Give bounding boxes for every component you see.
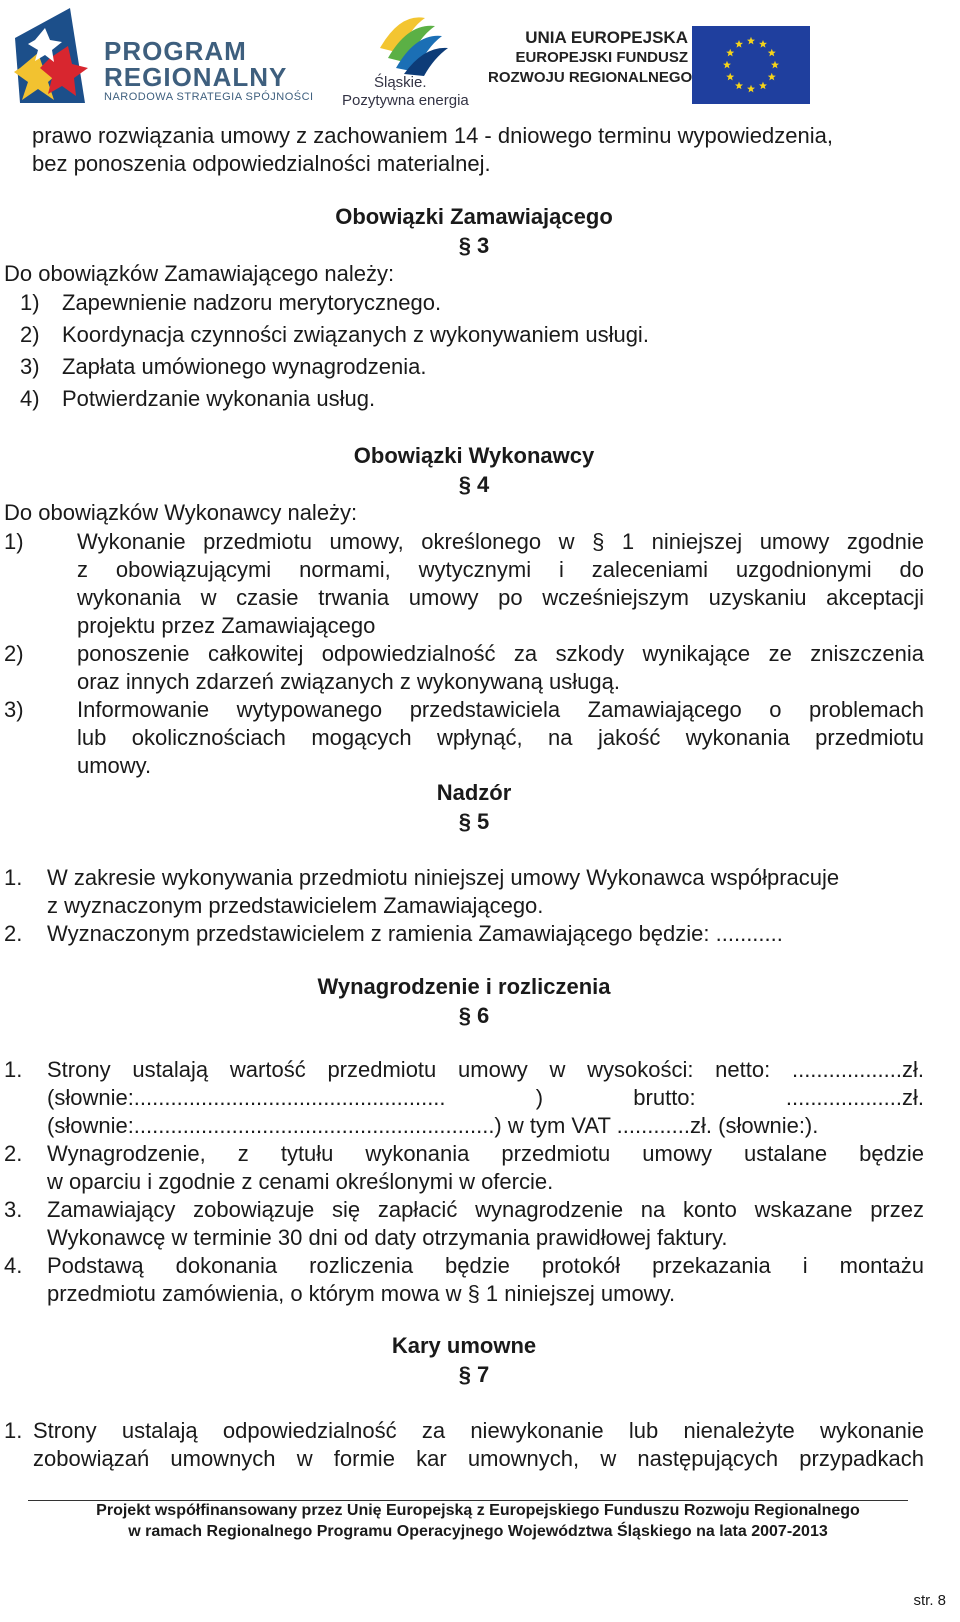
- program-regionalny-star-icon: [10, 8, 100, 108]
- section-4-title: Obowiązki Wykonawcy: [353, 443, 595, 468]
- program-regionalny-title: PROGRAM REGIONALNY: [104, 36, 288, 92]
- list-item-line: w oparciu i zgodnie z cenami określonymi w ofercie.: [47, 1169, 554, 1194]
- list-item: Koordynacja czynności związanych z wykonywaniem usługi.: [62, 322, 649, 347]
- slaskie-wave-icon: [370, 8, 450, 76]
- section-4-number: § 4: [458, 472, 490, 497]
- list-number: 2.: [4, 1141, 23, 1166]
- list-item-line: W zakresie wykonywania przedmiotu niniejszej umowy Wykonawca współpracuje: [47, 865, 840, 890]
- list-item-line: Wynagrodzenie, z tytułu wykonania przedmiotu umowy ustalane będzie: [47, 1141, 924, 1166]
- list-item-line: umowy.: [77, 753, 152, 778]
- footer-line: Projekt współfinansowany przez Unię Europejską z Europejskiego Funduszu Rozwoju Regionalnego: [96, 1502, 860, 1519]
- list-number: 1): [4, 529, 24, 554]
- list-number: 1): [20, 290, 40, 315]
- list-number: 2): [20, 322, 40, 347]
- slaskie-name: Śląskie.: [374, 74, 427, 91]
- list-item-line: z obowiązującymi normami, wytycznymi i zaleceniami uzgodnionymi do: [77, 557, 924, 582]
- section-6-title: Wynagrodzenie i rozliczenia: [317, 974, 611, 999]
- list-item-line: (słownie:................................................... ) brutto: ...................zł.: [47, 1085, 924, 1110]
- program-regionalny-subtitle: NARODOWA STRATEGIA SPÓJNOŚCI: [104, 91, 314, 103]
- list-number: 4): [20, 386, 40, 411]
- list-item-line: projektu przez Zamawiającego: [77, 613, 376, 638]
- list-item-line: Wyznaczonym przedstawicielem z ramienia Zamawiającego będzie: ...........: [47, 921, 783, 946]
- list-item: Zapewnienie nadzoru merytorycznego.: [62, 290, 442, 315]
- section-6-number: § 6: [458, 1003, 490, 1028]
- list-number: 3): [4, 697, 24, 722]
- list-item-line: lub okolicznościach mogących wpłynąć, na jakość wykonania przedmiotu: [77, 725, 924, 750]
- eu-flag-icon: [692, 26, 810, 104]
- list-item-line: zobowiązań umownych w formie kar umownych, w następujących przypadkach: [33, 1446, 924, 1471]
- section-3-title: Obowiązki Zamawiającego: [335, 204, 613, 229]
- list-item: Zapłata umówionego wynagrodzenia.: [62, 354, 427, 379]
- list-item-line: Strony ustalają wartość przedmiotu umowy w wysokości: netto: ..................zł.: [47, 1057, 924, 1082]
- page-footer: [28, 1500, 928, 1542]
- list-number: 4.: [4, 1253, 23, 1278]
- list-item-line: Zamawiający zobowiązuje się zapłacić wynagrodzenie na konto wskazane przez: [47, 1197, 924, 1222]
- list-number: 2.: [4, 921, 23, 946]
- eu-fund-text: UNIA EUROPEJSKA EUROPEJSKI FUNDUSZ ROZWOJU REGIONALNEGO: [488, 28, 693, 86]
- list-item-line: Podstawą dokonania rozliczenia będzie protokół przekazania i montażu: [47, 1253, 924, 1278]
- list-number: 3): [20, 354, 40, 379]
- list-item-line: oraz innych zdarzeń związanych z wykonywaną usługą.: [77, 669, 620, 694]
- slaskie-slogan: Pozytywna energia: [342, 92, 469, 109]
- section-3-lead: Do obowiązków Zamawiającego należy:: [4, 261, 395, 286]
- program-regionalny-logo: [10, 8, 320, 108]
- list-item-line: ponoszenie całkowitej odpowiedzialność za szkody wynikające ze zniszczenia: [77, 641, 924, 666]
- section-5-title: Nadzór: [436, 780, 512, 805]
- section-4-lead: Do obowiązków Wykonawcy należy:: [4, 500, 358, 525]
- section-7-number: § 7: [458, 1362, 490, 1387]
- list-item-line: Informowanie wytypowanego przedstawiciela Zamawiającego o problemach: [77, 697, 924, 722]
- page-number: str. 8: [913, 1592, 946, 1609]
- footer-line: w ramach Regionalnego Programu Operacyjnego Województwa Śląskiego na lata 2007-2013: [128, 1523, 828, 1540]
- section-5-number: § 5: [458, 809, 490, 834]
- list-item: Potwierdzanie wykonania usług.: [62, 386, 376, 411]
- list-number: 1.: [4, 865, 23, 890]
- list-item-line: Wykonanie przedmiotu umowy, określonego w § 1 niniejszej umowy zgodnie: [77, 529, 924, 554]
- list-number: 2): [4, 641, 24, 666]
- list-number: 3.: [4, 1197, 23, 1222]
- section-7-title: Kary umowne: [391, 1333, 537, 1358]
- intro-line: bez ponoszenia odpowiedzialności materialnej.: [32, 151, 491, 176]
- slaskie-logo: [340, 6, 469, 110]
- list-number: 1.: [4, 1418, 23, 1443]
- list-item-line: Strony ustalają odpowiedzialność za niewykonanie lub nienależyte wykonanie: [33, 1418, 924, 1443]
- page-header: [0, 0, 960, 110]
- section-3-number: § 3: [458, 233, 490, 258]
- list-item-line: Wykonawcę w terminie 30 dni od daty otrzymania prawidłowej faktury.: [47, 1225, 728, 1250]
- list-item-line: z wyznaczonym przedstawicielem Zamawiającego.: [47, 893, 544, 918]
- intro-line: prawo rozwiązania umowy z zachowaniem 14 - dniowego terminu wypowiedzenia,: [32, 123, 833, 148]
- list-item-line: wykonania w czasie trwania umowy po wcześniejszym uzyskaniu akceptacji: [77, 585, 924, 610]
- list-item-line: przedmiotu zamówienia, o którym mowa w § 1 niniejszej umowy.: [47, 1281, 676, 1306]
- list-item-line: (słownie:...........................................................) w tym VAT ............zł. (słownie:).: [47, 1113, 819, 1138]
- list-number: 1.: [4, 1057, 23, 1082]
